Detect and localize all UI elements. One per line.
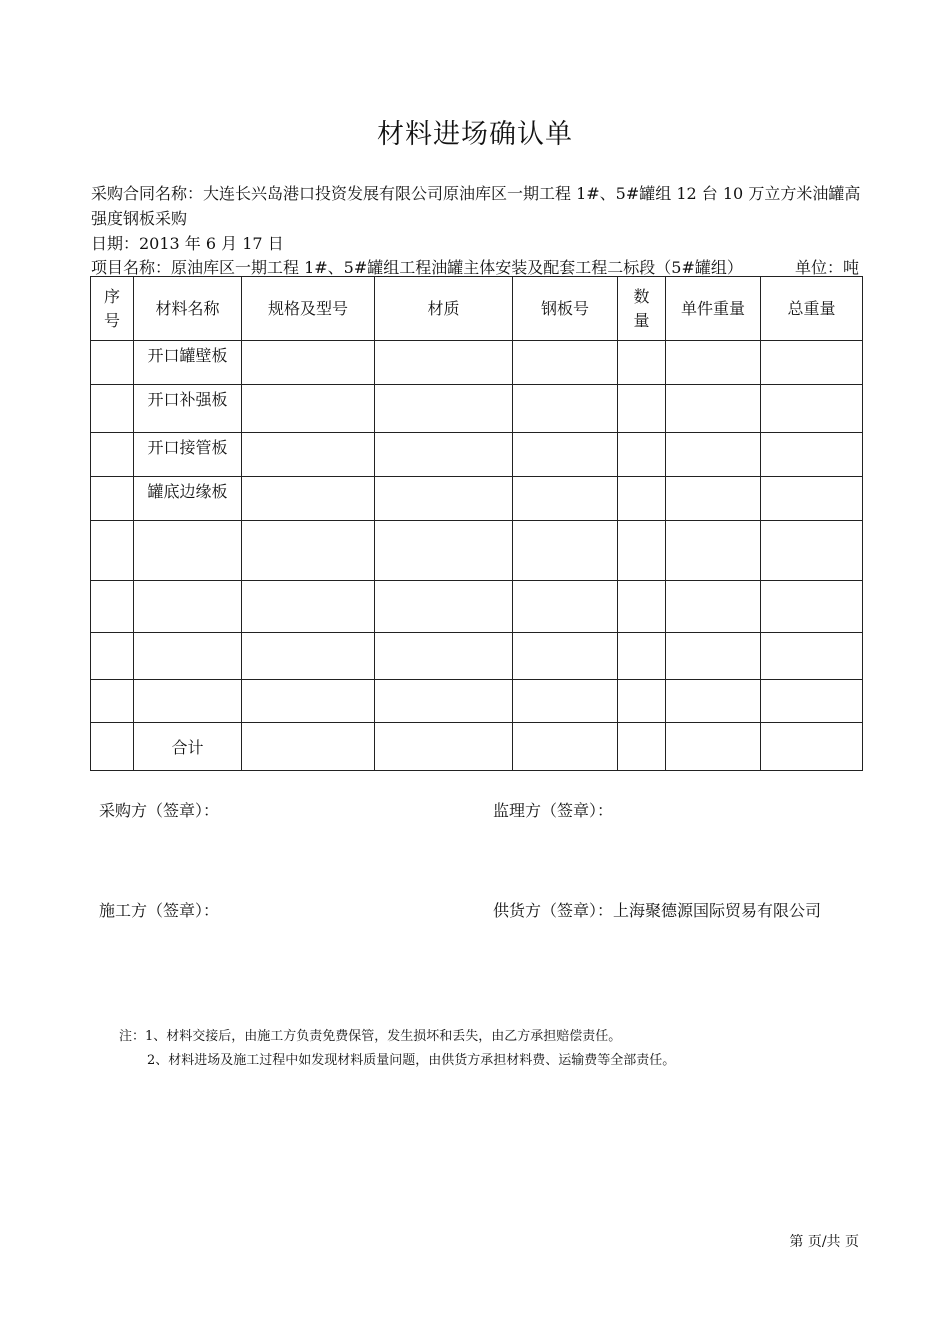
note-2: 2、材料进场及施工过程中如发现材料质量问题，由供货方承担材料费、运输费等全部责任。 bbox=[147, 1053, 676, 1068]
contract-name-line-2: 强度钢板采购 bbox=[91, 209, 188, 228]
supervisor-signature-label: 监理方（签章）： bbox=[493, 801, 614, 820]
table-row bbox=[91, 433, 863, 477]
cell-seq bbox=[91, 633, 134, 680]
header-quantity-line1: 数 bbox=[633, 286, 650, 306]
cell-total-weight bbox=[761, 680, 863, 723]
cell-total-weight bbox=[761, 433, 863, 477]
unit-label: 单位：吨 bbox=[794, 258, 859, 277]
cell-quantity bbox=[618, 723, 666, 771]
cell-total-weight bbox=[761, 521, 863, 581]
header-spec: 规格及型号 bbox=[242, 277, 375, 341]
table-row bbox=[91, 521, 863, 581]
cell-plate-no bbox=[513, 680, 618, 723]
cell-material-name bbox=[134, 521, 242, 581]
cell-spec bbox=[242, 521, 375, 581]
cell-total-weight bbox=[761, 477, 863, 521]
buyer-signature-label: 采购方（签章）： bbox=[99, 801, 220, 820]
cell-material bbox=[375, 581, 513, 633]
cell-quantity bbox=[618, 521, 666, 581]
cell-spec bbox=[242, 680, 375, 723]
header-material: 材质 bbox=[375, 277, 513, 341]
cell-quantity bbox=[618, 477, 666, 521]
cell-plate-no bbox=[513, 433, 618, 477]
cell-quantity bbox=[618, 581, 666, 633]
cell-unit-weight bbox=[666, 723, 761, 771]
cell-total-weight bbox=[761, 633, 863, 680]
cell-plate-no bbox=[513, 341, 618, 385]
cell-plate-no bbox=[513, 723, 618, 771]
header-plate-no: 钢板号 bbox=[513, 277, 618, 341]
builder-signature-label: 施工方（签章）： bbox=[99, 901, 220, 920]
cell-seq bbox=[91, 477, 134, 521]
cell-unit-weight bbox=[666, 633, 761, 680]
total-row bbox=[91, 723, 863, 771]
table-row bbox=[91, 581, 863, 633]
cell-unit-weight bbox=[666, 385, 761, 433]
cell-unit-weight bbox=[666, 581, 761, 633]
table-row bbox=[91, 477, 863, 521]
header-seq bbox=[91, 277, 134, 341]
cell-material-name bbox=[134, 680, 242, 723]
cell-spec bbox=[242, 341, 375, 385]
note-1: 注：1、材料交接后，由施工方负责免费保管，发生损坏和丢失，由乙方承担赔偿责任。 bbox=[119, 1029, 622, 1044]
cell-spec bbox=[242, 385, 375, 433]
cell-unit-weight bbox=[666, 680, 761, 723]
cell-seq bbox=[91, 680, 134, 723]
cell-plate-no bbox=[513, 477, 618, 521]
supplier-signature-label: 供货方（签章）：上海聚德源国际贸易有限公司 bbox=[493, 901, 822, 920]
cell-material bbox=[375, 433, 513, 477]
cell-quantity bbox=[618, 341, 666, 385]
header-quantity bbox=[618, 277, 666, 341]
cell-quantity bbox=[618, 633, 666, 680]
cell-unit-weight bbox=[666, 477, 761, 521]
table-header-row bbox=[91, 277, 863, 341]
cell-material bbox=[375, 341, 513, 385]
cell-material bbox=[375, 723, 513, 771]
cell-material-name bbox=[134, 633, 242, 680]
cell-total-weight bbox=[761, 581, 863, 633]
cell-unit-weight bbox=[666, 521, 761, 581]
header-total-weight: 总重量 bbox=[761, 277, 863, 341]
cell-spec bbox=[242, 581, 375, 633]
page-number: 第 页/共 页 bbox=[789, 1234, 859, 1250]
cell-plate-no bbox=[513, 521, 618, 581]
header-material-name: 材料名称 bbox=[134, 277, 242, 341]
project-name-line: 项目名称：原油库区一期工程 1#、5#罐组工程油罐主体安装及配套工程二标段（5#罐组） bbox=[91, 258, 743, 277]
cell-quantity bbox=[618, 680, 666, 723]
cell-material-name: 罐底边缘板 bbox=[134, 477, 242, 521]
cell-seq bbox=[91, 433, 134, 477]
cell-spec bbox=[242, 723, 375, 771]
cell-total-weight bbox=[761, 341, 863, 385]
cell-material-name: 开口补强板 bbox=[134, 385, 242, 433]
cell-material bbox=[375, 477, 513, 521]
cell-plate-no bbox=[513, 581, 618, 633]
document-title: 材料进场确认单 bbox=[377, 119, 573, 150]
total-label: 合计 bbox=[134, 723, 242, 771]
cell-unit-weight bbox=[666, 341, 761, 385]
header-unit-weight: 单件重量 bbox=[666, 277, 761, 341]
materials-table bbox=[90, 276, 863, 771]
cell-material bbox=[375, 385, 513, 433]
cell-spec bbox=[242, 477, 375, 521]
header-quantity-line2: 量 bbox=[633, 310, 650, 330]
cell-spec bbox=[242, 633, 375, 680]
cell-quantity bbox=[618, 433, 666, 477]
date-line: 日期：2013 年 6 月 17 日 bbox=[91, 234, 284, 253]
table-row bbox=[91, 341, 863, 385]
cell-seq bbox=[91, 341, 134, 385]
cell-total-weight bbox=[761, 385, 863, 433]
cell-seq bbox=[91, 521, 134, 581]
cell-material-name bbox=[134, 581, 242, 633]
cell-plate-no bbox=[513, 385, 618, 433]
header-seq-line1: 序 bbox=[103, 286, 120, 306]
table-row bbox=[91, 633, 863, 680]
cell-material bbox=[375, 633, 513, 680]
table-row bbox=[91, 680, 863, 723]
cell-seq bbox=[91, 581, 134, 633]
cell-spec bbox=[242, 433, 375, 477]
cell-material-name: 开口接管板 bbox=[134, 433, 242, 477]
cell-seq bbox=[91, 385, 134, 433]
cell-unit-weight bbox=[666, 433, 761, 477]
cell-seq bbox=[91, 723, 134, 771]
cell-plate-no bbox=[513, 633, 618, 680]
contract-name-line-1: 采购合同名称：大连长兴岛港口投资发展有限公司原油库区一期工程 1#、5#罐组 12 台 10 万立方米油罐高 bbox=[91, 184, 861, 203]
cell-material-name: 开口罐壁板 bbox=[134, 341, 242, 385]
cell-quantity bbox=[618, 385, 666, 433]
cell-total-weight bbox=[761, 723, 863, 771]
cell-material bbox=[375, 680, 513, 723]
table-row bbox=[91, 385, 863, 433]
header-seq-line2: 号 bbox=[103, 310, 120, 330]
cell-material bbox=[375, 521, 513, 581]
